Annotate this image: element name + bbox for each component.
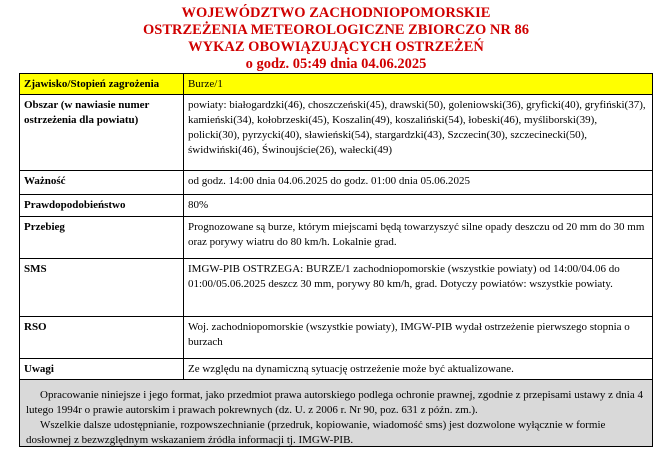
phenomenon-value: Burze/1 xyxy=(184,74,653,95)
sms-label: SMS xyxy=(20,259,184,317)
header-list-title: WYKAZ OBOWIĄZUJĄCYCH OSTRZEŻEŃ xyxy=(188,39,484,55)
row-validity xyxy=(20,171,653,195)
row-sms xyxy=(20,259,653,317)
rso-value: Woj. zachodniopomorskie (wszystkie powiaty), IMGW-PIB wydał ostrzeżenie pierwszego stopnia o burzach xyxy=(184,317,653,359)
remarks-label: Uwagi xyxy=(20,359,184,380)
warning-table xyxy=(19,73,653,380)
row-remarks xyxy=(20,359,653,380)
header-bulletin-number: OSTRZEŻENIA METEOROLOGICZNE ZBIORCZO NR 86 xyxy=(143,22,529,38)
copyright-footer xyxy=(19,380,653,447)
course-label: Przebieg xyxy=(20,217,184,259)
area-label: Obszar (w nawiasie numer ostrzeżenia dla powiatu) xyxy=(20,95,184,171)
probability-value: 80% xyxy=(184,195,653,217)
header-issue-time: o godz. 05:49 dnia 04.06.2025 xyxy=(245,56,427,72)
document-header xyxy=(19,3,653,73)
course-value: Prognozowane są burze, którym miejscami będą towarzyszyć silne opady deszczu od 20 mm do 30 mm oraz porywy wiatru do 80 km/h. Lokalnie grad. xyxy=(184,217,653,259)
probability-label: Prawdopodobieństwo xyxy=(20,195,184,217)
sms-value: IMGW-PIB OSTRZEGA: BURZE/1 zachodniopomorskie (wszystkie powiaty) od 14:00/04.06 do 01:00/05.06.2025 deszcz 30 mm, porywy 80 km/h, grad. Dotyczy powiatów: wszystkie powiaty. xyxy=(184,259,653,317)
distribution-notice: Wszelkie dalsze udostępnianie, rozpowszechnianie (przedruk, kopiowanie, wiadomość sms) jest dozwolone wyłącznie w formie dosłownej z bezwzględnym wskazaniem źródła informacji tj. IMGW-PIB. xyxy=(26,419,606,446)
area-value: powiaty: białogardzki(46), choszczeński(45), drawski(50), goleniowski(36), gryficki(40), gryfiński(37), kamieński(34), kołobrzeski(45), Koszalin(49), koszaliński(54), łobeski(46), myśliborski(39), policki(30), pyrzycki(40), sławieński(54), stargardzki(43), Szczecin(30), szczecinecki(50), świdwiński(46), Świnoujście(26), wałecki(49) xyxy=(184,95,653,171)
warning-document xyxy=(19,3,653,447)
header-region: WOJEWÓDZTWO ZACHODNIOPOMORSKIE xyxy=(181,5,491,21)
row-rso xyxy=(20,317,653,359)
rso-label: RSO xyxy=(20,317,184,359)
validity-value: od godz. 14:00 dnia 04.06.2025 do godz. 01:00 dnia 05.06.2025 xyxy=(184,171,653,195)
row-area xyxy=(20,95,653,171)
row-phenomenon xyxy=(20,74,653,95)
validity-label: Ważność xyxy=(20,171,184,195)
row-course xyxy=(20,217,653,259)
phenomenon-label: Zjawisko/Stopień zagrożenia xyxy=(20,74,184,95)
remarks-value: Ze względu na dynamiczną sytuację ostrzeżenie może być aktualizowane. xyxy=(184,359,653,380)
row-probability xyxy=(20,195,653,217)
copyright-notice: Opracowanie niniejsze i jego format, jako przedmiot prawa autorskiego podlega ochronie prawnej, zgodnie z przepisami ustawy z dnia 4 lutego 1994r o prawie autorskim i prawach pokrewnych (dz. U. z 2006 r. Nr 90, poz. 631 z późn. zm.). xyxy=(26,389,643,416)
